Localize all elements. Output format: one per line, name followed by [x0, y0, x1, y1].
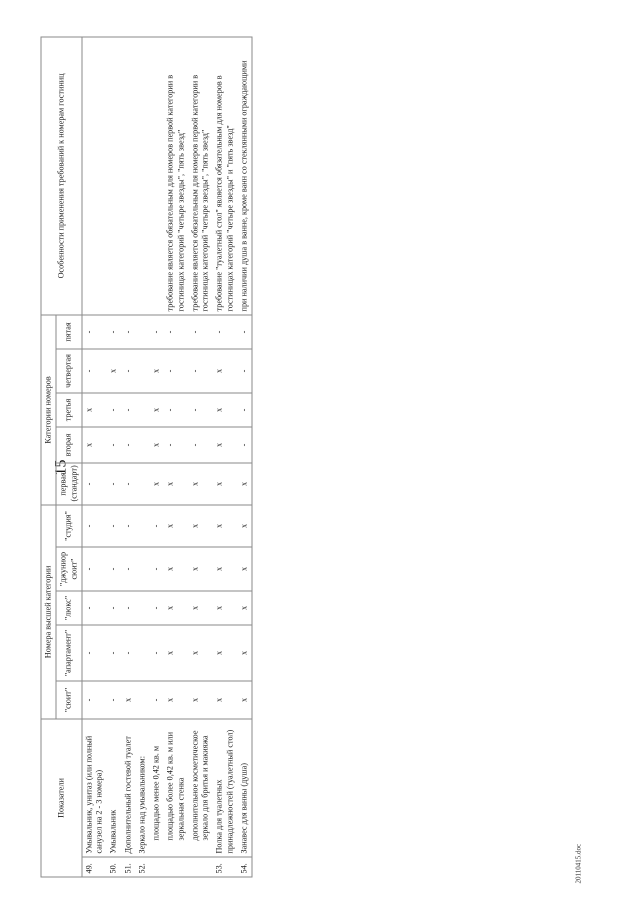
table-body	[81, 36, 251, 876]
mark-cell: х	[149, 392, 163, 426]
mark-cell: х	[163, 462, 188, 504]
mark-cell: х	[237, 504, 252, 546]
mark-cell: х	[188, 591, 213, 625]
mark-cell: х	[188, 625, 213, 681]
row-note	[106, 36, 120, 314]
mark-cell: -	[188, 426, 213, 462]
header-notes: Особенности применения требований к номерам гостиниц	[41, 36, 82, 314]
mark-cell: -	[149, 625, 163, 681]
mark-cell: х	[163, 681, 188, 719]
row-label: площадью более 0,42 кв. м или зеркальная стенка	[163, 719, 188, 857]
mark-cell	[135, 591, 149, 625]
mark-cell: х	[212, 625, 237, 681]
mark-cell: -	[121, 462, 135, 504]
row-number: 51.	[121, 857, 135, 877]
mark-cell: -	[121, 591, 135, 625]
mark-cell: х	[149, 462, 163, 504]
header-cat-4: пятая	[56, 314, 82, 348]
mark-cell: х	[149, 426, 163, 462]
row-note	[135, 36, 149, 314]
mark-cell	[135, 625, 149, 681]
mark-cell: -	[81, 462, 106, 504]
mark-cell: -	[81, 591, 106, 625]
mark-cell: -	[81, 681, 106, 719]
mark-cell	[135, 348, 149, 392]
mark-cell: -	[121, 426, 135, 462]
mark-cell: -	[106, 625, 120, 681]
header-top-4: "студия"	[56, 504, 82, 546]
mark-cell: х	[81, 426, 106, 462]
row-label: Зеркало над умывальником:	[135, 719, 149, 857]
mark-cell	[135, 392, 149, 426]
table-row	[212, 36, 237, 876]
header-top-0: "сюит"	[56, 681, 82, 719]
header-cat-2: третья	[56, 392, 82, 426]
mark-cell: х	[237, 547, 252, 591]
row-label: Умывальник	[106, 719, 120, 857]
row-note	[81, 36, 106, 314]
table-row	[188, 36, 213, 876]
mark-cell	[135, 426, 149, 462]
row-note: при наличии душа в ванне, кроме ванн со стеклянными ограждающими	[237, 36, 252, 314]
row-number	[188, 857, 213, 877]
mark-cell: х	[212, 462, 237, 504]
mark-cell: -	[81, 547, 106, 591]
mark-cell: х	[237, 462, 252, 504]
mark-cell: -	[149, 314, 163, 348]
row-label: площадью менее 0,42 кв. м	[149, 719, 163, 857]
header-cat-1: вторая	[56, 426, 82, 462]
row-label: Умывальник, унитаз (или полный санузел на 2 - 3 номера)	[81, 719, 106, 857]
mark-cell	[135, 547, 149, 591]
header-top-3: "джуниор сюит"	[56, 547, 82, 591]
mark-cell: -	[121, 348, 135, 392]
mark-cell: -	[149, 504, 163, 546]
row-number: 50.	[106, 857, 120, 877]
table-row	[81, 36, 106, 876]
row-label: дополнительное косметическое зеркало для бритья и макияжа	[188, 719, 213, 857]
mark-cell: х	[212, 681, 237, 719]
file-name: 20110415.doc	[574, 843, 582, 883]
mark-cell: -	[149, 591, 163, 625]
mark-cell: -	[237, 314, 252, 348]
mark-cell: -	[121, 392, 135, 426]
mark-cell: -	[81, 504, 106, 546]
header-top-2: "люкс"	[56, 591, 82, 625]
mark-cell: -	[188, 348, 213, 392]
mark-cell: -	[121, 314, 135, 348]
row-note: требование является обязательным для номеров первой категории в гостиницах категорий "четыре звезды", "пять звезд"	[163, 36, 188, 314]
mark-cell: -	[121, 547, 135, 591]
mark-cell: -	[81, 625, 106, 681]
table-row	[121, 36, 135, 876]
mark-cell: -	[149, 681, 163, 719]
mark-cell: -	[188, 314, 213, 348]
row-label: Занавес для ванны (душа)	[237, 719, 252, 857]
mark-cell: х	[188, 504, 213, 546]
mark-cell: х	[163, 625, 188, 681]
mark-cell: -	[106, 426, 120, 462]
mark-cell: х	[237, 681, 252, 719]
mark-cell: х	[188, 547, 213, 591]
mark-cell: -	[121, 504, 135, 546]
mark-cell: -	[106, 314, 120, 348]
mark-cell: -	[237, 426, 252, 462]
mark-cell: -	[237, 392, 252, 426]
row-label: Полка для туалетных принадлежностей (туалетный стол)	[212, 719, 237, 857]
mark-cell: -	[163, 314, 188, 348]
row-number: 54.	[237, 857, 252, 877]
row-note	[149, 36, 163, 314]
mark-cell: х	[212, 591, 237, 625]
row-label: Дополнительный гостевой туалет	[121, 719, 135, 857]
mark-cell: х	[212, 504, 237, 546]
mark-cell: х	[212, 348, 237, 392]
header-cat-3: четвертая	[56, 348, 82, 392]
table-row	[106, 36, 120, 876]
mark-cell: -	[81, 348, 106, 392]
mark-cell	[135, 681, 149, 719]
mark-cell: -	[212, 314, 237, 348]
table-row	[149, 36, 163, 876]
row-number: 53.	[212, 857, 237, 877]
header-indicators: Показатели	[41, 719, 82, 877]
table-row	[163, 36, 188, 876]
page-number: 15	[52, 459, 69, 475]
row-note: требование является обязательным для номеров первой категории в гостиницах категорий "четыре звезды", "пять звезд"	[188, 36, 213, 314]
mark-cell: -	[106, 392, 120, 426]
mark-cell: -	[106, 681, 120, 719]
row-number: 52.	[135, 857, 149, 877]
mark-cell: х	[212, 392, 237, 426]
row-note	[121, 36, 135, 314]
mark-cell: х	[81, 392, 106, 426]
mark-cell: -	[106, 591, 120, 625]
mark-cell: х	[237, 591, 252, 625]
mark-cell: х	[163, 547, 188, 591]
mark-cell	[135, 504, 149, 546]
mark-cell: -	[106, 462, 120, 504]
mark-cell: х	[212, 547, 237, 591]
requirements-table	[40, 36, 252, 877]
mark-cell	[135, 462, 149, 504]
header-top-1: "апартамент"	[56, 625, 82, 681]
mark-cell: -	[163, 392, 188, 426]
mark-cell: х	[163, 504, 188, 546]
mark-cell: -	[163, 348, 188, 392]
mark-cell: -	[81, 314, 106, 348]
mark-cell: х	[121, 681, 135, 719]
mark-cell: -	[149, 547, 163, 591]
header-top-category: Номера высшей категории	[41, 504, 56, 718]
row-number: 49.	[81, 857, 106, 877]
mark-cell: -	[106, 504, 120, 546]
mark-cell: х	[188, 681, 213, 719]
row-number	[163, 857, 188, 877]
mark-cell: х	[188, 462, 213, 504]
header-room-categories: Категории номеров	[41, 314, 56, 504]
mark-cell: х	[149, 348, 163, 392]
row-note: требование "туалетный стол" является обязательным для номеров в гостиницах категорий "четыре звезды" и "пять звезд"	[212, 36, 237, 314]
mark-cell: х	[106, 348, 120, 392]
mark-cell: х	[237, 625, 252, 681]
mark-cell: х	[163, 591, 188, 625]
mark-cell: х	[212, 426, 237, 462]
header-cat-0: первая (стандарт)	[56, 462, 82, 504]
mark-cell: -	[163, 426, 188, 462]
row-number	[149, 857, 163, 877]
mark-cell: -	[121, 625, 135, 681]
table-row	[135, 36, 149, 876]
mark-cell: -	[188, 392, 213, 426]
mark-cell: -	[106, 547, 120, 591]
mark-cell	[135, 314, 149, 348]
table-row	[237, 36, 252, 876]
mark-cell: -	[237, 348, 252, 392]
